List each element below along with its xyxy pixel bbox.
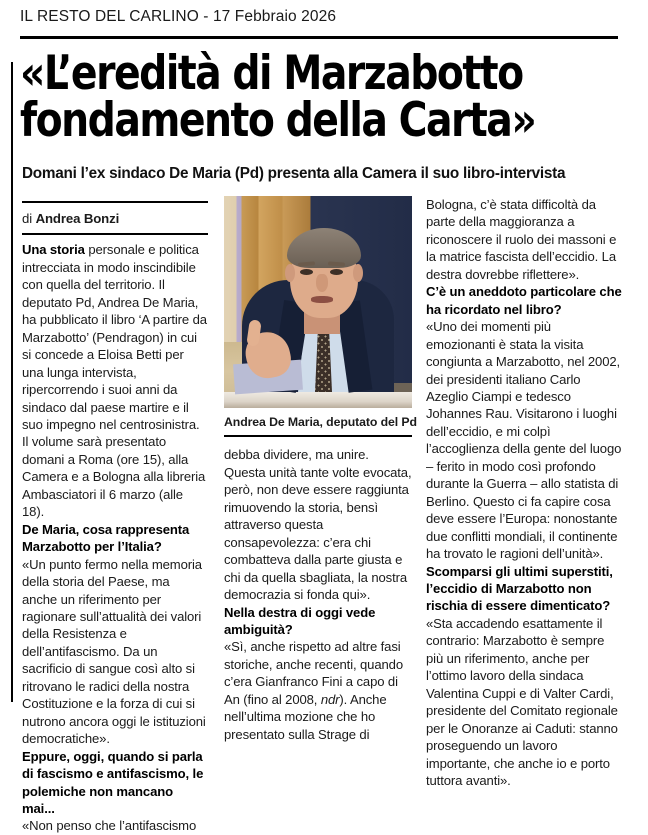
paragraph xyxy=(22,241,208,520)
subheadline: Domani l’ex sindaco De Maria (Pd) presenta alla Camera il suo libro-intervista xyxy=(22,165,566,182)
paragraph: debba dividere, ma unire. Questa unità tante volte evocata, però, non deve essere raggiunta rimuovendo la storia, bensì attraverso questa consapevolezza: c’era chi combatteva dalla parte giusta e chi da quella sbagliata, la nostra democrazia si fonda qui». xyxy=(224,447,412,603)
byline-author: Andrea Bonzi xyxy=(35,211,120,226)
article-column-1 xyxy=(22,196,208,835)
paragraph-text-after: ). Anche nell’ultima mozione che ho presentato sulla Strage di xyxy=(224,691,387,742)
paragraph-text: personale e politica intrecciata in modo inscindibile con quella del territorio. Il deputato Pd, Andrea De Maria, ha pubblicato il libro ‘A partire da Marzabotto’ (Pendragon) in cui si concede a Eloisa Betti per una lunga intervista, ripercorrendo i suoi anni da sindaco dal paese martire e il suo impegno nel centrosinistra. Il volume sarà presentato domani a Roma (ore 15), alla Camera e a Bologna alla libreria Ambasciatori il 6 marzo (alle 18). xyxy=(22,242,207,520)
paragraph: «Sta accadendo esattamente il contrario: Marzabotto è sempre più un riferimento, anche per l’ottimo lavoro della sindaca Valentina Cuppi e di Valter Cardi, presidente del Comitato regionale per le Onoranze ai Caduti: stanno proseguendo un lavoro importante, che anche io e porto tuttora avanti». xyxy=(426,615,618,788)
headline-line-2: fondamento della Carta» xyxy=(20,92,536,148)
paragraph-lead-in: Una storia xyxy=(22,242,85,258)
photo-caption: Andrea De Maria, deputato del Pd xyxy=(224,415,417,429)
article-photo xyxy=(224,196,412,408)
caption-rule xyxy=(224,435,412,437)
paragraph: «Non penso che l’antifascismo xyxy=(22,818,197,834)
page-title xyxy=(20,46,636,148)
photo-subject-mouth xyxy=(311,296,333,303)
interview-question: Nella destra di oggi vede ambiguità? xyxy=(224,604,376,637)
byline-rule-bottom xyxy=(22,233,208,235)
paragraph: Bologna, c’è stata difficoltà da parte della maggioranza a riconoscere il ruolo dei massoni e la matrice fascista dell’eccidio. La destra dovrebbe riflettere». xyxy=(426,197,617,282)
byline-prefix: di xyxy=(22,211,36,226)
interview-question: Scomparsi gli ultimi superstiti, l’eccidio di Marzabotto non rischia di essere dimenticato? xyxy=(426,563,613,614)
article-column-2 xyxy=(224,196,417,743)
paragraph xyxy=(224,638,412,743)
interview-question: C’è un aneddoto particolare che ha ricordato nel libro? xyxy=(426,284,622,317)
masthead-rule xyxy=(20,36,618,39)
paragraph: «Uno dei momenti più emozionanti è stata la visita congiunta a Marzabotto, nel 2002, dei presidenti italiano Carlo Azeglio Ciampi e tedesco Johannes Rau. Visitarono i luoghi dell’eccidio, e mi colpì l’accoglienza della gente del luogo – ferito in modo così profondo durante la Guerra – allo statista di Berlino. Questo ci fa capire cosa deve essere l’Europa: nonostante due conflitti mondiali, il continente ha trovato le ragioni dell’unità». xyxy=(426,319,622,562)
article-column-3 xyxy=(426,196,622,789)
masthead-title: IL RESTO DEL CARLINO - 17 Febbraio 2026 xyxy=(20,8,337,25)
paragraph: «Un punto fermo nella memoria della storia del Paese, ma anche un riferimento per ragionare sull’attualità dei valori della Resistenza e dell’antifascismo. Da un sacrificio di sangue così alto si ritrovano le radici della nostra Costituzione e la forza di cui si nutrono ancora oggi le istituzioni democratiche». xyxy=(22,556,206,747)
photo-subject-nose xyxy=(316,274,328,292)
interview-question: De Maria, cosa rappresenta Marzabotto per l’Italia? xyxy=(22,521,190,555)
byline xyxy=(22,203,208,233)
interview-question: Eppure, oggi, quando si parla di fascismo e antifascismo, le polemiche non mancano mai... xyxy=(22,748,204,816)
editorial-note: ndr xyxy=(320,691,340,707)
photo-subject-ear-left xyxy=(285,264,295,282)
left-margin-rule xyxy=(11,62,13,702)
photo-subject-eye-left xyxy=(300,269,313,275)
photo-desk xyxy=(224,392,412,408)
photo-subject-eye-right xyxy=(330,269,343,275)
photo-subject-ear-right xyxy=(353,264,363,282)
paragraph-text-before: «Sì, anche rispetto ad altre fasi storiche, anche recenti, quando c’era Gianfranco Fini a capo di An (fino al 2008, xyxy=(224,639,403,707)
headline-line-1: «L’eredità di Marzabotto xyxy=(20,46,523,101)
